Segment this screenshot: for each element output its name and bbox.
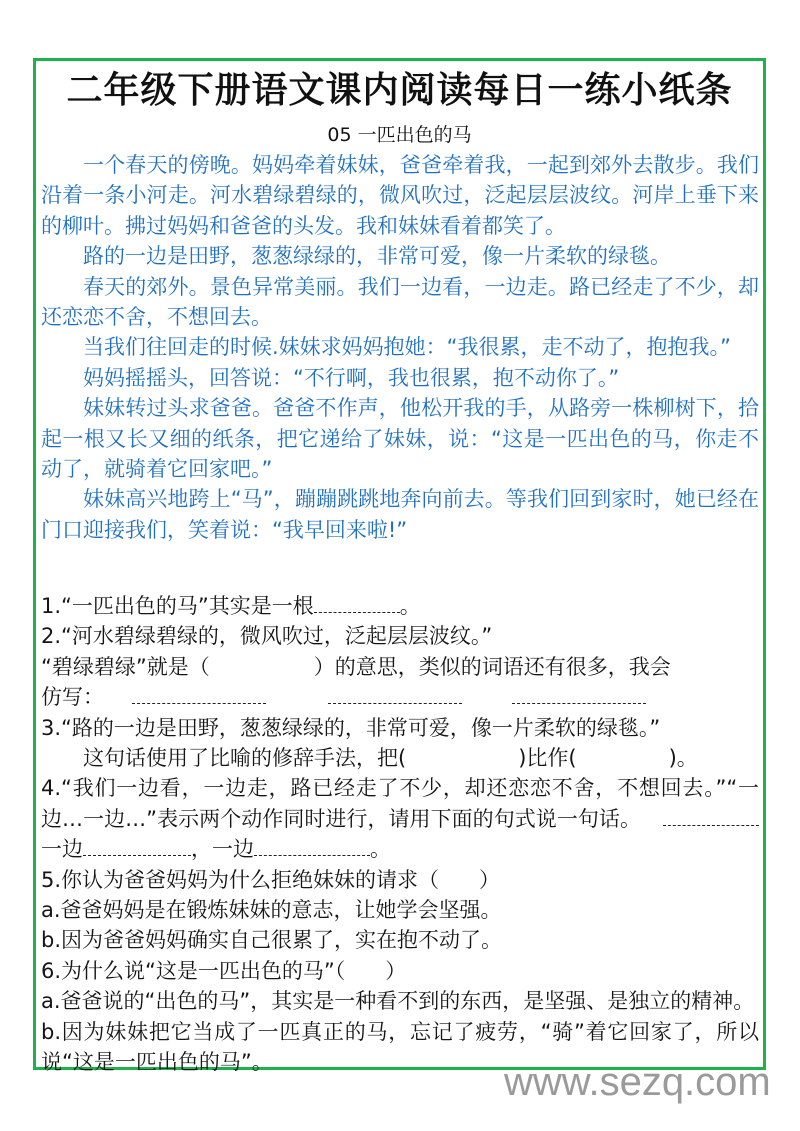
question-5-option-a: a.爸爸妈妈是在锻炼妹妹的意志，让她学会坚强。 [41,898,502,923]
question-1-answer-blank[interactable] [314,591,400,613]
imitation-blank-1[interactable] [132,682,266,704]
watermark: www.sezq.com [504,1060,771,1104]
passage-paragraph: 春天的郊外。景色异常美丽。我们一边看，一边走。路已经走了不少，却还恋恋不舍，不想回去。 [41,274,759,330]
passage-paragraph: 路的一边是田野，葱葱绿绿的，非常可爱，像一片柔软的绿毯。 [83,244,671,269]
worksheet-title: 二年级下册语文课内阅读每日一练小纸条 [66,70,733,111]
question-1-text: 1.“一匹出色的马”其实是一根 [41,594,314,618]
passage-paragraph: 妹妹高兴地跨上“马”，蹦蹦跳跳地奔向前去。等我们回到家时，她已经在门口迎接我们，笑着说：“我早回来啦!” [41,487,759,542]
question-3-prompt-mid: )比作( [518,746,577,771]
question-4-blank-2[interactable] [83,834,191,856]
question-4-period: 。 [370,837,391,862]
question-4-blank-3[interactable] [254,834,370,856]
question-3-prompt-start: 这句话使用了比喻的修辞手法，把( [83,746,407,771]
question-2-quote: 2.“河水碧绿碧绿的，微风吹过，泛起层层波纹。” [41,624,493,649]
passage-paragraph: 当我们往回走的时候.妹妹求妈妈抱她：“我很累，走不动了，抱抱我。” [83,335,731,360]
reading-passage [41,150,759,545]
question-5-option-b: b.因为爸爸妈妈确实自己很累了，实在抱不动了。 [41,928,503,953]
question-2-imitation-label: 仿写： [41,685,104,710]
question-3-quote: 3.“路的一边是田野，葱葱绿绿的，非常可爱，像一片柔软的绿毯。” [41,715,661,740]
question-1-period: 。 [399,594,421,618]
question-4-blank-1[interactable] [663,804,759,826]
question-4-pattern-1: 一边 [41,837,83,862]
question-4-text: 4.“我们一边看，一边走，路已经走了不少，却还恋恋不舍，不想回去。”“一边…一边…”表示两个动作同时进行，请用下面的句式说一句话。 [41,776,759,831]
question-3-prompt-end: )。 [668,746,698,771]
question-4 [41,773,759,864]
question-3-prompt [41,743,759,773]
question-6-close: ） [385,958,407,983]
question-6-text: 6.为什么说“这是一匹出色的马”（ [41,958,346,983]
question-5-text: 5.你认为爸爸妈妈为什么拒绝妹妹的请求（ [41,867,440,892]
question-2-prompt-start: “碧绿碧绿”就是（ [41,654,210,679]
worksheet-frame [33,58,766,1075]
question-2-imitation [41,682,759,712]
question-4-pattern-2: ，一边 [191,837,254,862]
question-5-close: ） [479,867,501,892]
question-6-stem [41,956,759,986]
question-2-prompt [41,652,759,682]
question-5-stem [41,865,759,895]
question-section [41,591,759,1078]
passage-paragraph: 一个春天的傍晚。妈妈牵着妹妹，爸爸牵着我，一起到郊外去散步。我们沿着一条小河走。河水碧绿碧绿的，微风吹过，泛起层层波纹。河岸上垂下来的柳叶。拂过妈妈和爸爸的头发。我和妹妹看着都笑了。 [41,153,759,238]
question-2-prompt-end: ）的意思，类似的词语还有很多，我会 [313,654,671,679]
lesson-title: 05 一匹出色的马 [327,124,472,146]
question-6-option-b: b.因为妹妹把它当成了一匹真正的马，忘记了疲劳，“骑”着它回家了，所以说“这是一匹出色的马”。 [41,1019,759,1075]
passage-paragraph: 妹妹转过头求爸爸。爸爸不作声，他松开我的手，从路旁一株柳树下，拾起一根又长又细的纸条，把它递给了妹妹，说：“这是一匹出色的马，你走不动了，就骑着它回家吧。” [41,396,759,482]
question-6-option-a: a.爸爸说的“出色的马”，其实是一种看不到的东西，是坚强、是独立的精神。 [41,989,755,1014]
passage-paragraph: 妈妈摇摇头，回答说：“不行啊，我也很累，抱不动你了。” [83,365,620,390]
imitation-blank-3[interactable] [512,682,646,704]
imitation-blank-2[interactable] [328,682,462,704]
question-1 [41,591,759,621]
